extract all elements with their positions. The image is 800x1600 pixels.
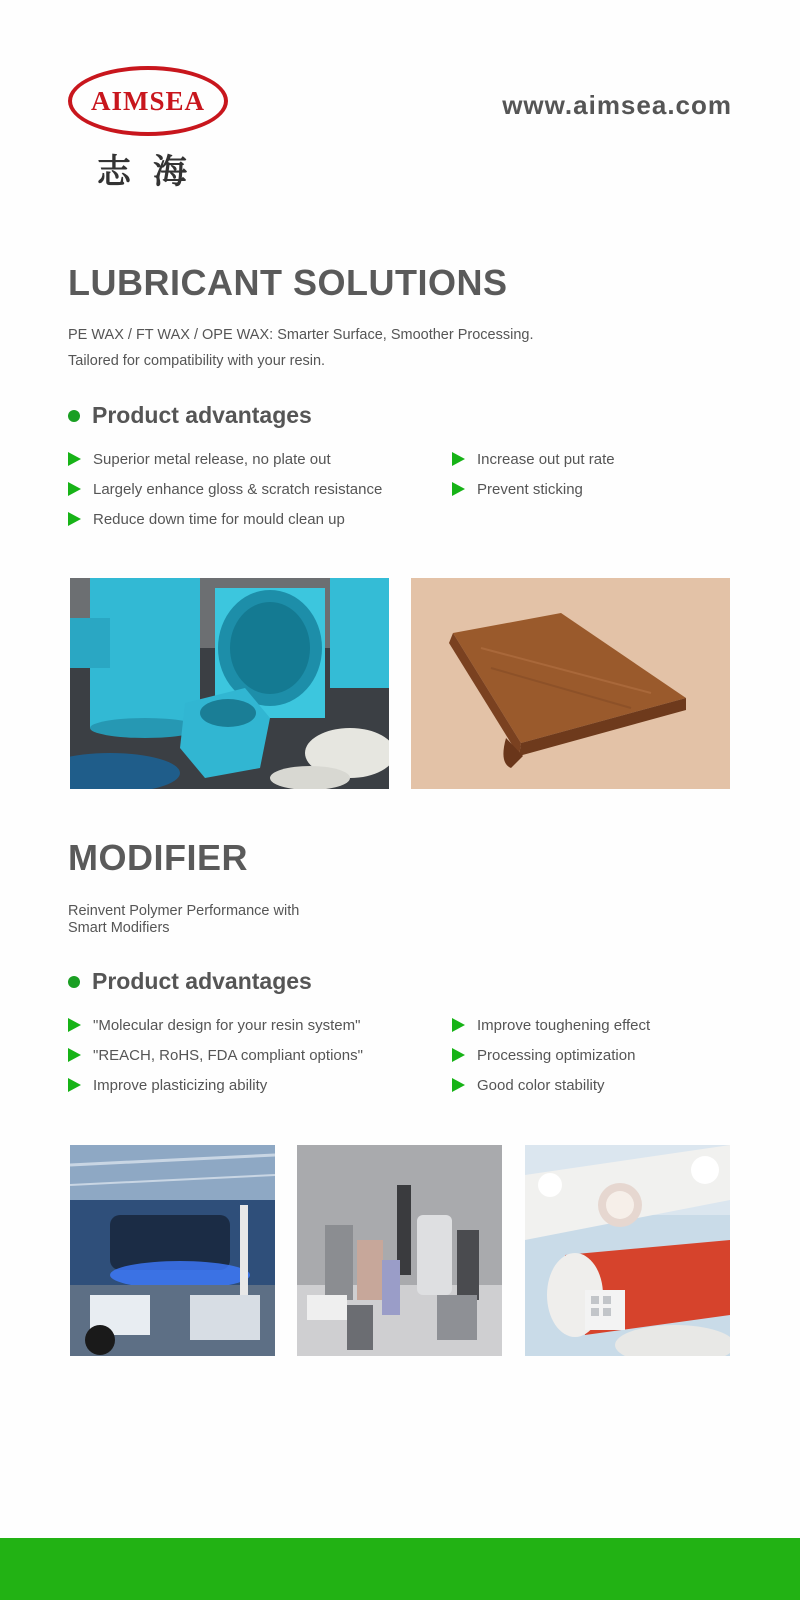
- plastic-pipes-image: [525, 1145, 730, 1356]
- play-triangle-icon: [452, 1048, 465, 1062]
- bullet-dot-icon: [68, 976, 80, 988]
- list-item: "REACH, RoHS, FDA compliant options": [68, 1040, 363, 1070]
- list-item: Reduce down time for mould clean up: [68, 504, 382, 534]
- modifier-subtitle-line1: Reinvent Polymer Performance with: [68, 903, 300, 919]
- modifier-advantages-right: [452, 1010, 650, 1100]
- brand-logo: [68, 66, 228, 193]
- logo-chinese-text: 志海: [97, 152, 209, 192]
- lubricant-advantages-heading: Product advantages: [68, 402, 312, 429]
- logo-text: AIMSEA: [90, 85, 205, 116]
- logo-oval: [68, 66, 228, 136]
- list-item: "Molecular design for your resin system": [68, 1010, 363, 1040]
- play-triangle-icon: [68, 482, 81, 496]
- car-factory-image: [70, 1145, 275, 1356]
- list-item: Increase out put rate: [452, 444, 615, 474]
- website-url[interactable]: www.aimsea.com: [502, 90, 732, 120]
- footer-bar: [0, 1538, 800, 1600]
- list-item: Processing optimization: [452, 1040, 650, 1070]
- play-triangle-icon: [68, 452, 81, 466]
- play-triangle-icon: [452, 482, 465, 496]
- lubricant-subtitle: [68, 322, 533, 374]
- play-triangle-icon: [68, 1048, 81, 1062]
- lubricant-advantages-left: [68, 444, 382, 534]
- modifier-advantages-left: [68, 1010, 363, 1100]
- play-triangle-icon: [68, 1078, 81, 1092]
- modifier-subtitle: [68, 903, 299, 937]
- modifier-title: MODIFIER: [68, 837, 248, 878]
- play-triangle-icon: [452, 1078, 465, 1092]
- pvc-fittings-image: [70, 578, 389, 789]
- modifier-advantages-heading: Product advantages: [68, 968, 312, 995]
- list-item: Superior metal release, no plate out: [68, 444, 382, 474]
- modifier-subtitle-line2: Smart Modifiers: [68, 920, 170, 936]
- list-item: Prevent sticking: [452, 474, 615, 504]
- play-triangle-icon: [68, 512, 81, 526]
- list-item: Improve plasticizing ability: [68, 1070, 363, 1100]
- bullet-dot-icon: [68, 410, 80, 422]
- lubricant-subtitle-line2: Tailored for compatibility with your resin.: [68, 353, 326, 369]
- lubricant-subtitle-line1: PE WAX / FT WAX / OPE WAX: Smarter Surface, Smoother Processing.: [68, 327, 534, 343]
- wood-windowsill-image: [411, 578, 730, 789]
- play-triangle-icon: [68, 1018, 81, 1032]
- list-item: Largely enhance gloss & scratch resistance: [68, 474, 382, 504]
- play-triangle-icon: [452, 452, 465, 466]
- list-item: Good color stability: [452, 1070, 650, 1100]
- lubricant-advantages-right: [452, 444, 615, 504]
- play-triangle-icon: [452, 1018, 465, 1032]
- usb-hubs-image: [297, 1145, 502, 1356]
- list-item: Improve toughening effect: [452, 1010, 650, 1040]
- lubricant-title: LUBRICANT SOLUTIONS: [68, 262, 508, 303]
